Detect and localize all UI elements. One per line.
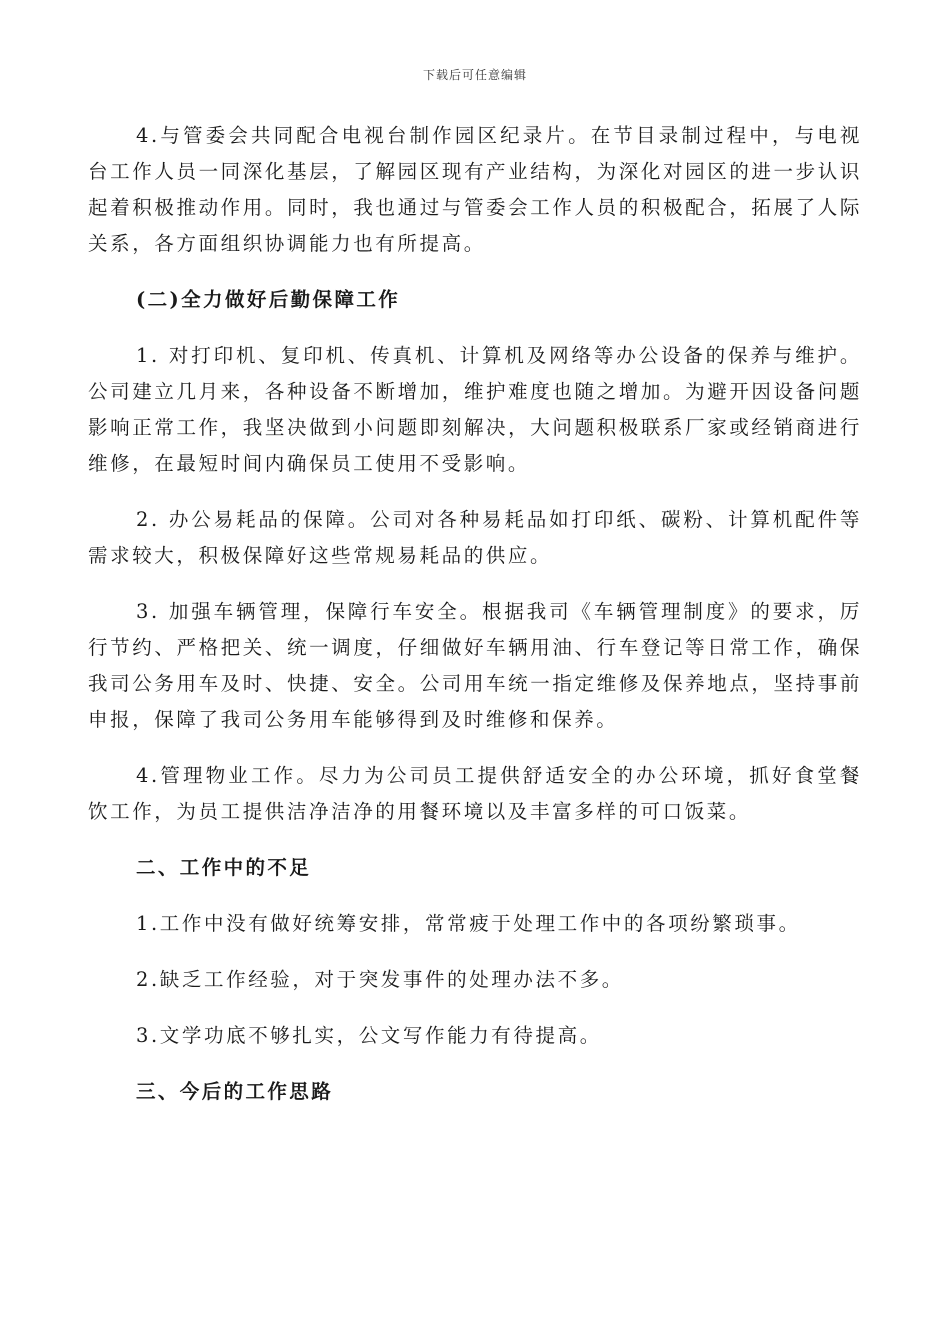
document-body: [88, 118, 862, 1130]
section-heading-shortcomings: 二、工作中的不足: [136, 856, 312, 879]
paragraph-consumables: 2. 办公易耗品的保障。公司对各种易耗品如打印纸、碳粉、计算机配件等需求较大，积极保障好这些常规易耗品的供应。: [88, 508, 862, 567]
paragraph-equipment-maintenance: 1. 对打印机、复印机、传真机、计算机及网络等办公设备的保养与维护。公司建立几月来，各种设备不断增加，维护难度也随之增加。为避开因设备问题影响正常工作，我坚决做到小问题即刻解决，大问题积极联系厂家或经销商进行维修，在最短时间内确保员工使用不受影响。: [88, 344, 862, 475]
list-item-shortcoming-3: 3.文学功底不够扎实，公文写作能力有待提高。: [136, 1024, 602, 1047]
section-heading-future-plans: 三、今后的工作思路: [136, 1080, 334, 1103]
section-heading-logistics: (二)全力做好后勤保障工作: [136, 288, 401, 311]
paragraph-vehicle-management: 3. 加强车辆管理，保障行车安全。根据我司《车辆管理制度》的要求，厉行节约、严格把关、统一调度，仔细做好车辆用油、行车登记等日常工作，确保我司公务用车及时、快捷、安全。公司用车统一指定维修及保养地点，坚持事前申报，保障了我司公务用车能够得到及时维修和保养。: [88, 600, 862, 731]
list-item-shortcoming-2: 2.缺乏工作经验，对于突发事件的处理办法不多。: [136, 968, 624, 991]
paragraph-recording-documentary: 4.与管委会共同配合电视台制作园区纪录片。在节目录制过程中，与电视台工作人员一同深化基层，了解园区现有产业结构，为深化对园区的进一步认识起着积极推动作用。同时，我也通过与管委会工作人员的积极配合，拓展了人际关系，各方面组织协调能力也有所提高。: [88, 124, 862, 255]
list-item-shortcoming-1: 1.工作中没有做好统筹安排，常常疲于处理工作中的各项纷繁琐事。: [136, 912, 801, 935]
paragraph-property-management: 4.管理物业工作。尽力为公司员工提供舒适安全的办公环境，抓好食堂餐饮工作，为员工提供洁净洁净的用餐环境以及丰富多样的可口饭菜。: [88, 764, 862, 823]
page-header: 下载后可任意编辑: [422, 68, 527, 82]
